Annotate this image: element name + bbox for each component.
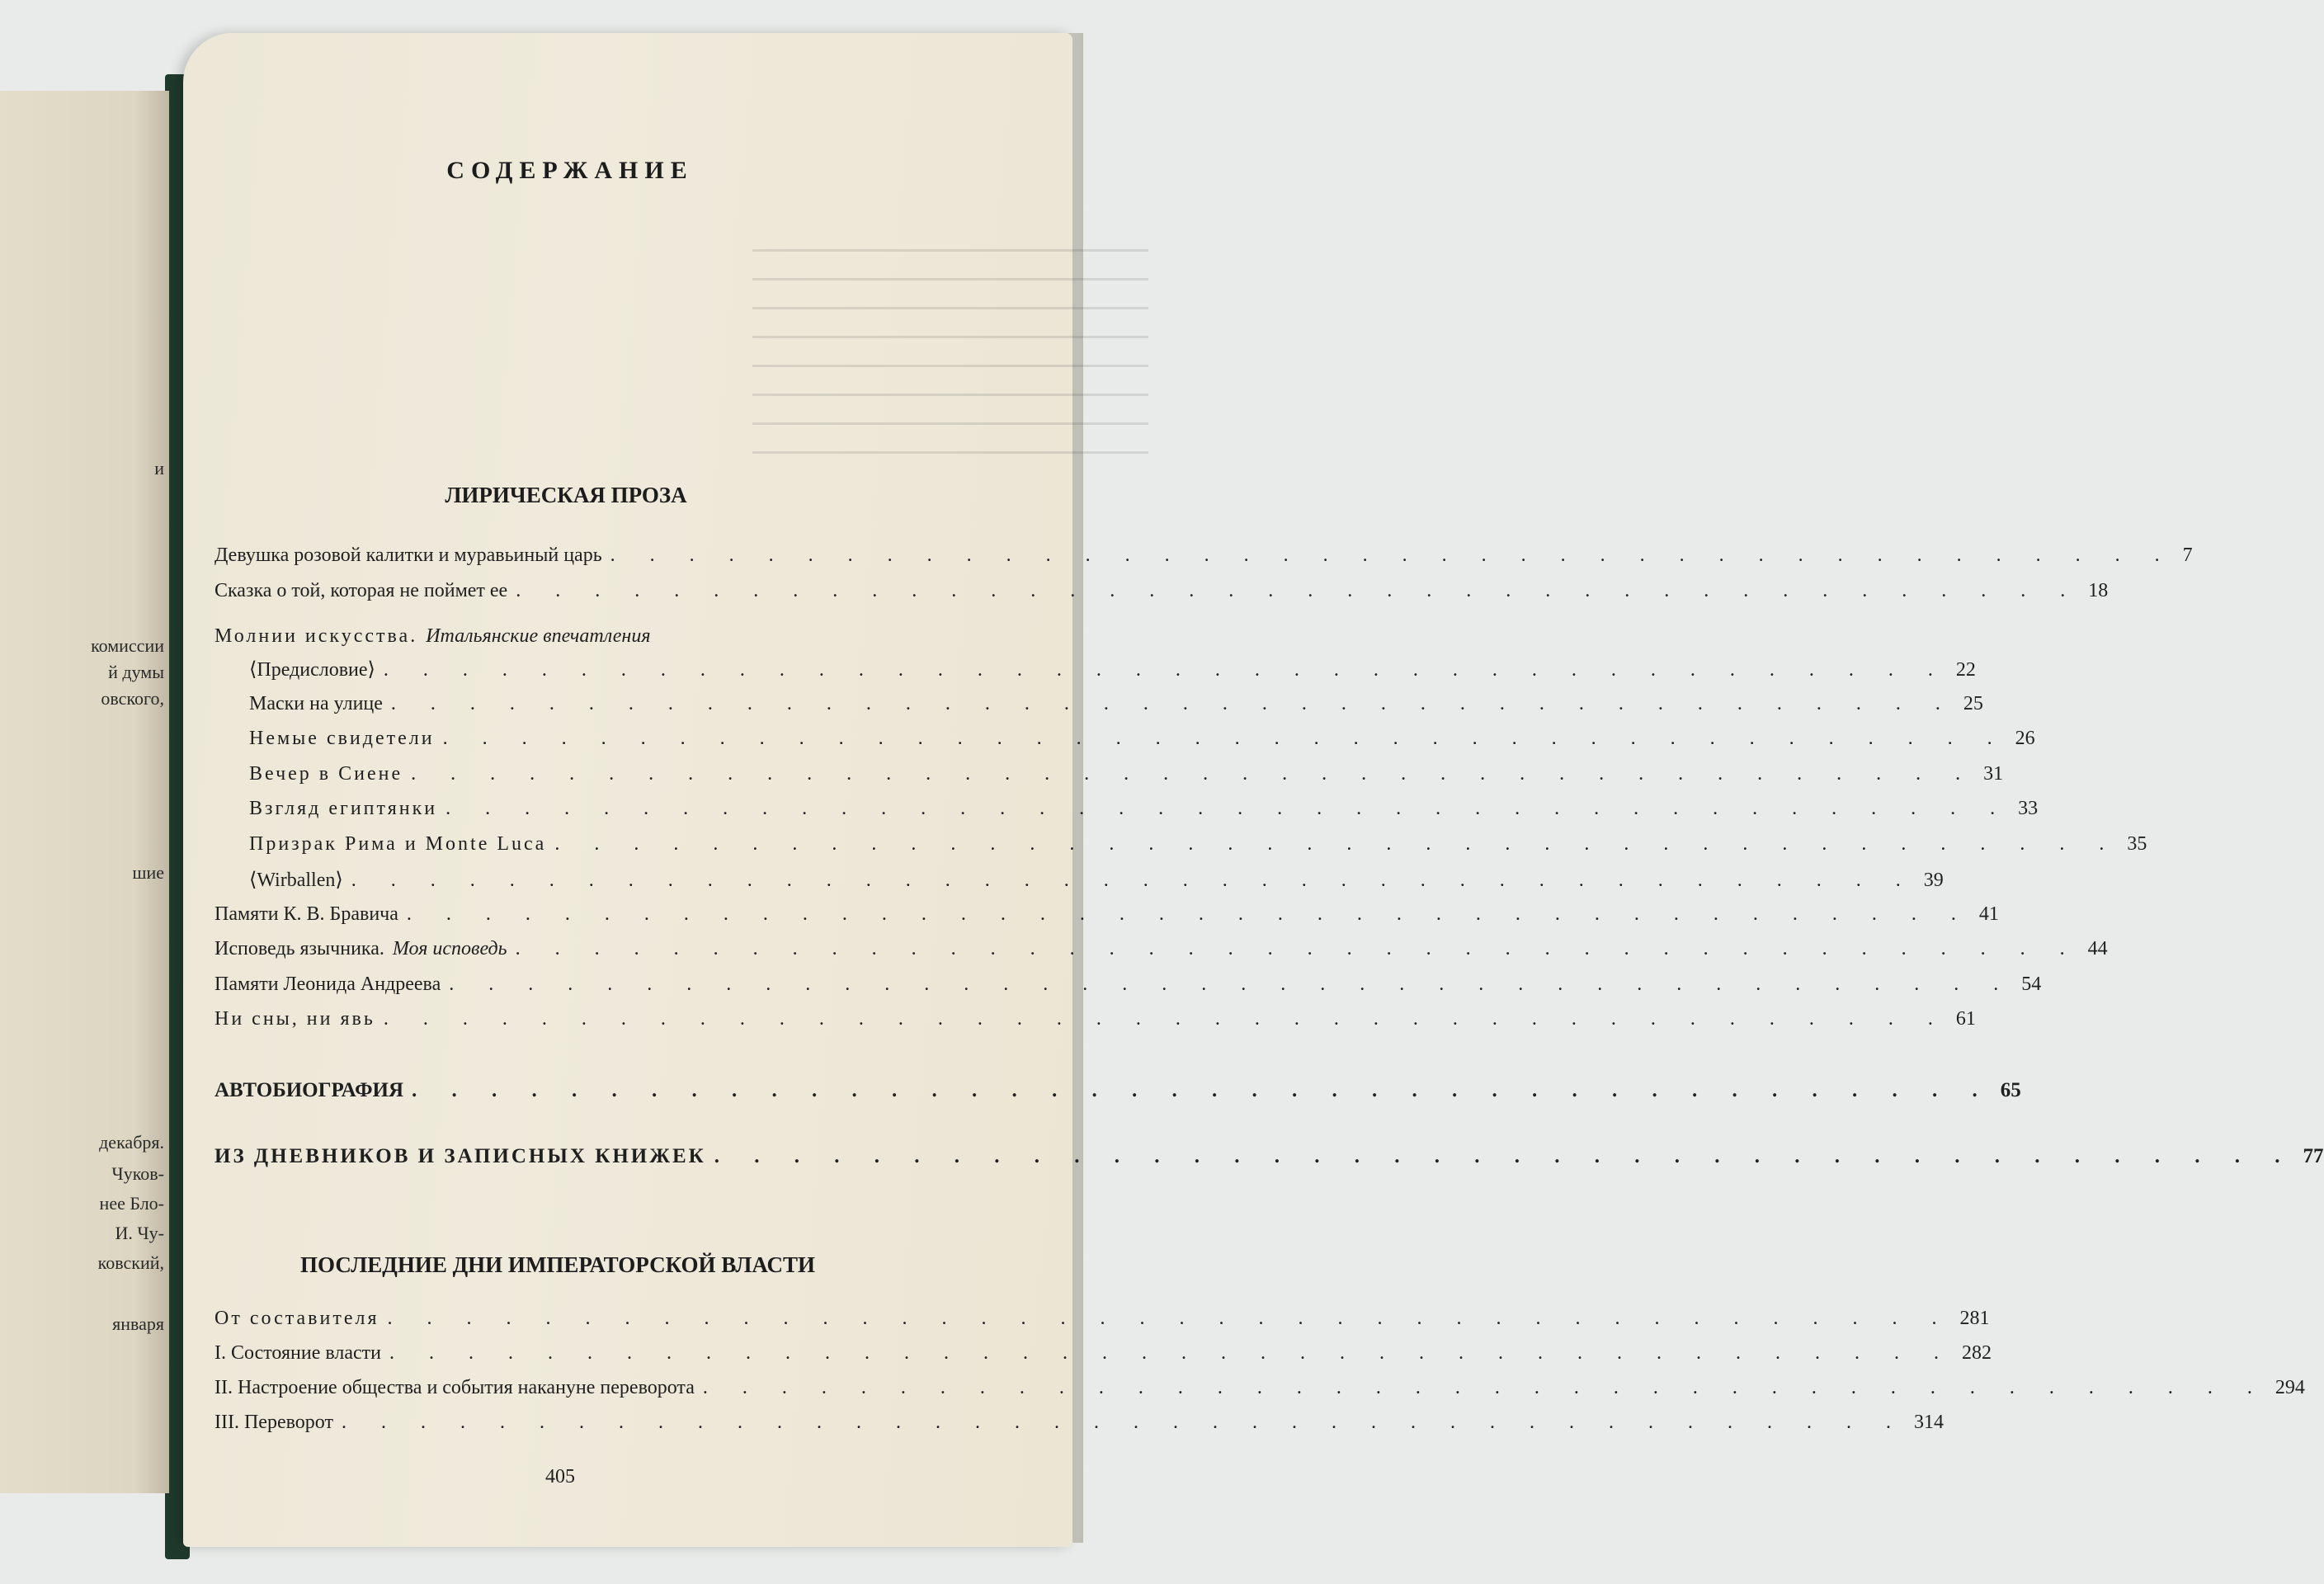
toc-entry: Исповедь язычника. Моя исповедь . . . . . . . . . . . . . . . . . . . . . . . . . . . . . . . . . . . . . . . . 44 (214, 938, 2108, 959)
dot-leader: . . . . . . . . . . . . . . . . . . . . . . . . . . . . . . . . . . . . . . . . (412, 1079, 1992, 1101)
left-page (0, 91, 169, 1493)
left-page-line: декабря. (99, 1132, 164, 1153)
entry-subtitle: Моя исповедь (392, 938, 507, 959)
page-folio: 405 (545, 1466, 575, 1487)
page-number: 54 (2021, 974, 2042, 995)
left-page-line: ковский, (97, 1252, 164, 1273)
page-number: 294 (2275, 1377, 2305, 1398)
toc-entry: Вечер в Сиене . . . . . . . . . . . . . . . . . . . . . . . . . . . . . . . . . . . . . . . . 31 (249, 763, 2004, 785)
page-number: 314 (1913, 1412, 1944, 1433)
dot-leader: . . . . . . . . . . . . . . . . . . . . . . . . . . . . . . . . . . . . . . . . (411, 763, 1976, 785)
page-number: 65 (2000, 1079, 2021, 1101)
section-heading-lyric-prose: ЛИРИЧЕСКАЯ ПРОЗА (445, 483, 687, 507)
page-number: 44 (2087, 938, 2108, 959)
page-number: 7 (2182, 544, 2193, 566)
toc-entry-diaries: ИЗ ДНЕВНИКОВ И ЗАПИСНЫХ КНИЖЕК . . . . . . . . . . . . . . . . . . . . . . . . . . . . . . . . . . . . . . . . 77 (214, 1145, 2324, 1167)
dot-leader: . . . . . . . . . . . . . . . . . . . . . . . . . . . . . . . . . . . . . . . . (610, 544, 2175, 566)
dot-leader: . . . . . . . . . . . . . . . . . . . . . . . . . . . . . . . . . . . . . . . . (702, 1377, 2267, 1398)
section-heading-last-days: ПОСЛЕДНИЕ ДНИ ИМПЕРАТОРСКОЙ ВЛАСТИ (299, 1252, 815, 1277)
dot-leader: . . . . . . . . . . . . . . . . . . . . . . . . . . . . . . . . . . . . . . . . (406, 903, 1971, 925)
page-number: 33 (2018, 798, 2039, 819)
dot-leader: . . . . . . . . . . . . . . . . . . . . . . . . . . . . . . . . . . . . . . . . (449, 974, 2014, 995)
page-number: 282 (1961, 1342, 1992, 1364)
dot-leader: . . . . . . . . . . . . . . . . . . . . . . . . . . . . . . . . . . . . . . . . (383, 659, 1948, 681)
left-page-line: й думы (108, 662, 164, 682)
toc-entry-group-title: Молнии искусства. Итальянские впечатления (214, 625, 651, 647)
page-number: 25 (1963, 693, 1983, 714)
dot-leader: . . . . . . . . . . . . . . . . . . . . . . . . . . . . . . . . . . . . . . . . (516, 580, 2081, 601)
dot-leader: . . . . . . . . . . . . . . . . . . . . . . . . . . . . . . . . . . . . . . . . (351, 870, 1916, 891)
left-page-line: шие (132, 862, 164, 883)
toc-entry: ⟨Предисловие⟩ . . . . . . . . . . . . . . . . . . . . . . . . . . . . . . . . . . . . . . . . 22 (249, 659, 1976, 681)
left-page-line: И. Чу- (115, 1223, 164, 1243)
left-page-line: Чуков- (111, 1163, 164, 1184)
dot-leader: . . . . . . . . . . . . . . . . . . . . . . . . . . . . . . . . . . . . . . . . (389, 1342, 1954, 1364)
toc-entry: III. Переворот . . . . . . . . . . . . . . . . . . . . . . . . . . . . . . . . . . . . . . . . 314 (214, 1412, 1944, 1433)
toc-entry: II. Настроение общества и события накануне переворота . . . . . . . . . . . . . . . . . . . . . . . . . . . . . . . . . . . . . . . . 294 (214, 1377, 2305, 1398)
toc-entry: Памяти Леонида Андреева . . . . . . . . . . . . . . . . . . . . . . . . . . . . . . . . . . . . . . . . 54 (214, 974, 2042, 995)
toc-entry: ⟨Wirballen⟩ . . . . . . . . . . . . . . . . . . . . . . . . . . . . . . . . . . . . . . . . 39 (249, 870, 1944, 891)
page-number: 39 (1923, 870, 1944, 891)
toc-entry: Девушка розовой калитки и муравьиный царь . . . . . . . . . . . . . . . . . . . . . . . . . . . . . . . . . . . . . . . . 7 (214, 544, 2193, 566)
dot-leader: . . . . . . . . . . . . . . . . . . . . . . . . . . . . . . . . . . . . . . . . (445, 798, 2011, 819)
page-number: 35 (2127, 833, 2147, 855)
toc-entry: Взгляд египтянки . . . . . . . . . . . . . . . . . . . . . . . . . . . . . . . . . . . . . . . . 33 (249, 798, 2039, 819)
page-number: 77 (2303, 1145, 2324, 1167)
toc-entry: Немые свидетели . . . . . . . . . . . . . . . . . . . . . . . . . . . . . . . . . . . . . . . . 26 (249, 728, 2035, 749)
left-page-line: нее Бло- (99, 1193, 164, 1214)
page-number: 18 (2088, 580, 2109, 601)
toc-entry: Призрак Рима и Monte Luca . . . . . . . . . . . . . . . . . . . . . . . . . . . . . . . . . . . . . . . . 35 (249, 833, 2147, 855)
dot-leader: . . . . . . . . . . . . . . . . . . . . . . . . . . . . . . . . . . . . . . . . (442, 728, 2007, 749)
page-number: 41 (1978, 903, 1999, 925)
toc-entry-autobiography: АВТОБИОГРАФИЯ . . . . . . . . . . . . . . . . . . . . . . . . . . . . . . . . . . . . . . . . 65 (214, 1079, 2021, 1101)
page-number: 61 (1955, 1008, 1976, 1030)
left-page-line: овского, (101, 688, 164, 709)
page-number: 281 (1959, 1308, 1990, 1329)
dot-leader: . . . . . . . . . . . . . . . . . . . . . . . . . . . . . . . . . . . . . . . . (390, 693, 1955, 714)
toc-entry: Сказка о той, которая не поймет ее . . . . . . . . . . . . . . . . . . . . . . . . . . . . . . . . . . . . . . . . 18 (214, 580, 2109, 601)
left-page-line: комиссии (91, 635, 164, 656)
page-title: СОДЕРЖАНИЕ (446, 157, 694, 184)
dot-leader: . . . . . . . . . . . . . . . . . . . . . . . . . . . . . . . . . . . . . . . . (387, 1308, 1952, 1329)
dot-leader: . . . . . . . . . . . . . . . . . . . . . . . . . . . . . . . . . . . . . . . . (515, 938, 2080, 959)
dot-leader: . . . . . . . . . . . . . . . . . . . . . . . . . . . . . . . . . . . . . . . . (714, 1145, 2295, 1167)
toc-entry: Ни сны, ни явь . . . . . . . . . . . . . . . . . . . . . . . . . . . . . . . . . . . . . . . . 61 (214, 1008, 1976, 1030)
entry-subtitle: Итальянские впечатления (426, 625, 651, 647)
toc-entry: I. Состояние власти . . . . . . . . . . . . . . . . . . . . . . . . . . . . . . . . . . . . . . . . 282 (214, 1342, 1992, 1364)
left-page-line: января (112, 1313, 164, 1334)
toc-entry: От составителя . . . . . . . . . . . . . . . . . . . . . . . . . . . . . . . . . . . . . . . . 281 (214, 1308, 1990, 1329)
page-number: 22 (1955, 659, 1976, 681)
toc-entry: Маски на улице . . . . . . . . . . . . . . . . . . . . . . . . . . . . . . . . . . . . . . . . 25 (249, 693, 1983, 714)
dot-leader: . . . . . . . . . . . . . . . . . . . . . . . . . . . . . . . . . . . . . . . . (383, 1008, 1948, 1030)
left-page-line: и (154, 458, 164, 478)
dot-leader: . . . . . . . . . . . . . . . . . . . . . . . . . . . . . . . . . . . . . . . . (341, 1412, 1906, 1433)
dot-leader: . . . . . . . . . . . . . . . . . . . . . . . . . . . . . . . . . . . . . . . . (554, 833, 2119, 855)
page-number: 31 (1983, 763, 2004, 785)
contents-page (183, 33, 2324, 1547)
page-number: 26 (2015, 728, 2035, 749)
toc-entry: Памяти К. В. Бравича . . . . . . . . . . . . . . . . . . . . . . . . . . . . . . . . . . . . . . . . 41 (214, 903, 1999, 925)
